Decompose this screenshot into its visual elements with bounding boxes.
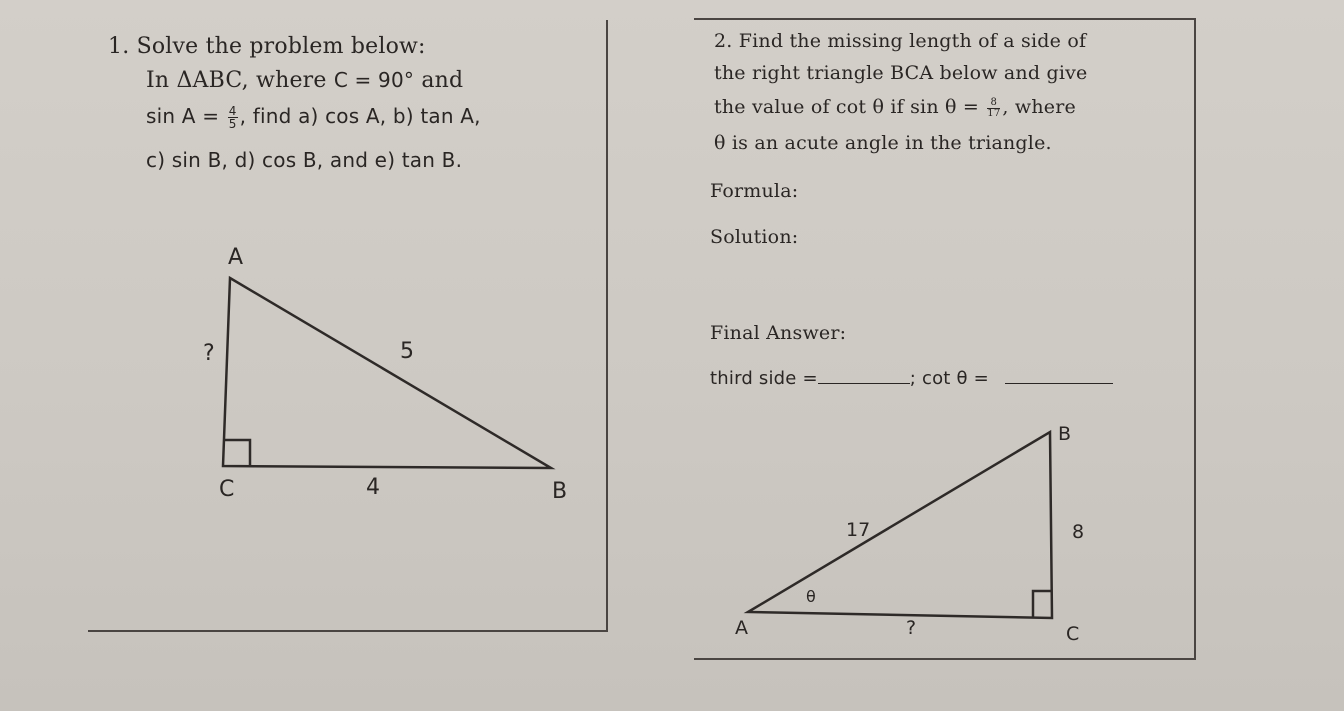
problem-1-angle-c: C = 90° [333, 68, 415, 92]
problem-2-line-3-b: , where [1002, 96, 1076, 118]
problem-1-line-1-a: In ΔABC, where [146, 68, 327, 93]
problem-2-line-3-a: the value of cot θ if sin θ = [714, 96, 980, 118]
cot-label: cot θ = [921, 368, 989, 389]
right-angle-marker-c2 [1033, 591, 1052, 618]
side-cb-label: 4 [366, 475, 380, 500]
triangle-abc-outline [223, 278, 551, 468]
vertex-b-label: B [552, 479, 568, 504]
side-ab2-label: 17 [846, 519, 871, 541]
vertex-a-label: A [228, 245, 244, 270]
formula-label: Formula: [710, 180, 799, 202]
triangle-abc [223, 278, 551, 468]
triangle-bca [748, 432, 1052, 618]
side-bc2-label: 8 [1072, 521, 1085, 543]
problem-2-line-4: θ is an acute angle in the triangle. [714, 132, 1052, 154]
side-ac-label: ? [203, 341, 215, 366]
vertex-a2-label: A [735, 617, 748, 639]
solution-label: Solution: [710, 226, 799, 248]
problem-2-line-1: 2. Find the missing length of a side of [714, 30, 1087, 52]
triangle-bca-outline [748, 432, 1052, 618]
angle-theta-label: θ [806, 587, 816, 606]
problem-2-fraction-numerator: 8 [987, 98, 1000, 109]
problem-2-fraction-denominator: 17 [987, 107, 1001, 119]
problem-1-fraction-numerator: 4 [228, 104, 237, 118]
side-ac2-label: ? [906, 617, 917, 639]
final-answer-label: Final Answer: [710, 322, 847, 344]
third-side-label: third side = [710, 368, 818, 389]
problem-1-line-1-c: and [421, 68, 464, 93]
right-angle-marker-c [224, 440, 250, 466]
problem-1-sin-label: sin A = [146, 104, 220, 128]
vertex-c-label: C [219, 477, 235, 502]
side-ab-label: 5 [400, 339, 414, 364]
vertex-c2-label: C [1066, 623, 1080, 645]
problem-2-line-2: the right triangle BCA below and give [714, 62, 1088, 84]
problem-1-heading: 1. Solve the problem below: [108, 34, 426, 59]
vertex-b2-label: B [1058, 423, 1072, 445]
problem-1-fraction-denominator: 5 [228, 117, 237, 131]
problem-1-line-3: c) sin B, d) cos B, and e) tan B. [146, 148, 463, 172]
answer-separator: ; [909, 368, 917, 389]
problem-1-line-2-b: , find a) cos A, b) tan A, [239, 104, 481, 128]
